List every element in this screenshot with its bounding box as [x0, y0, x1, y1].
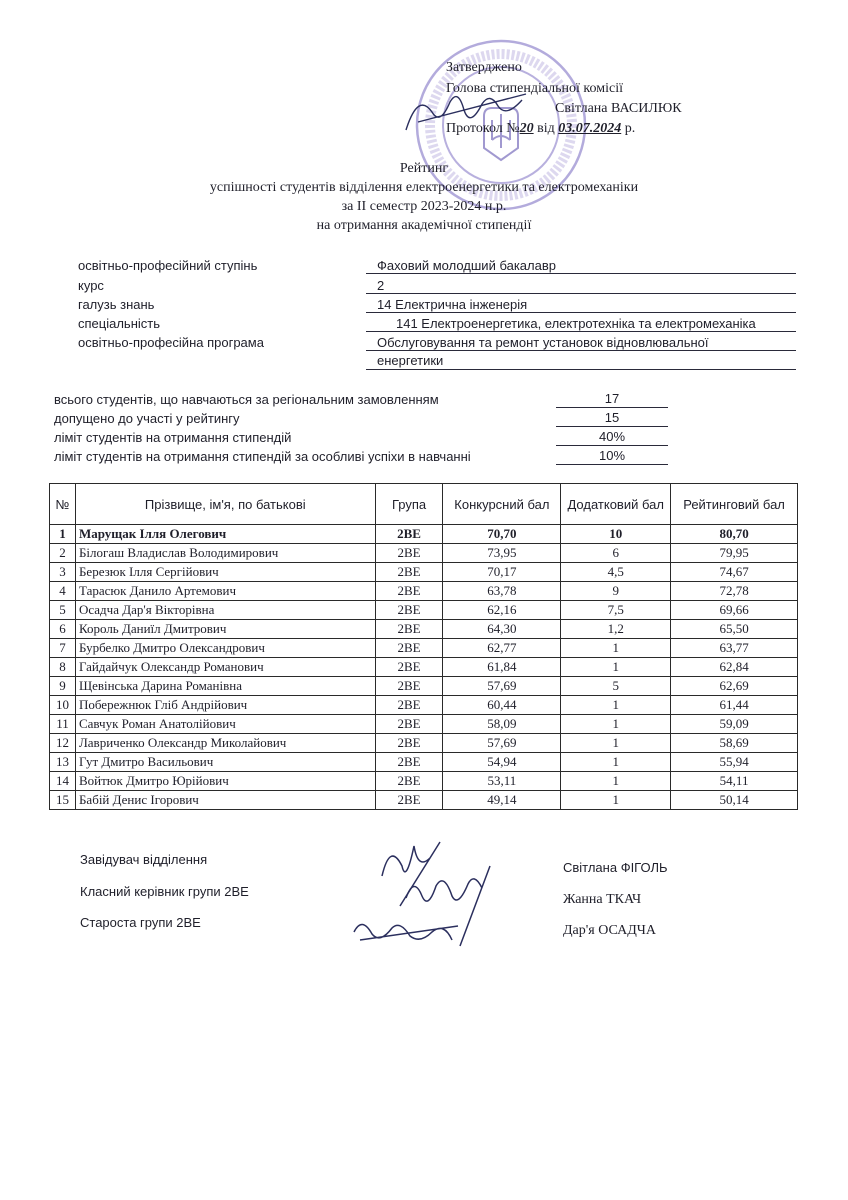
row-number: 7	[50, 639, 76, 658]
group: 2ВЕ	[375, 715, 443, 734]
additional-score: 1	[561, 734, 671, 753]
info-label: галузь знань	[78, 297, 155, 312]
rating-score: 58,69	[671, 734, 798, 753]
protocol-number: 20	[519, 121, 534, 136]
signatures-icon	[340, 836, 530, 956]
student-name: Король Даниїл Дмитрович	[75, 620, 375, 639]
protocol-suffix: р.	[624, 121, 636, 136]
student-name: Побережнюк Гліб Андрійович	[75, 696, 375, 715]
group: 2ВЕ	[375, 772, 443, 791]
info-value: 14 Електрична інженерія	[377, 297, 528, 312]
rating-score: 54,11	[671, 772, 798, 791]
row-number: 11	[50, 715, 76, 734]
table-header-row	[50, 484, 798, 525]
group: 2ВЕ	[375, 791, 443, 810]
rating-score: 79,95	[671, 544, 798, 563]
rating-score: 59,09	[671, 715, 798, 734]
student-name: Тарасюк Данило Артемович	[75, 582, 375, 601]
stat-label: ліміт студентів на отримання стипендій	[54, 430, 292, 445]
stat-label: допущено до участі у рейтингу	[54, 411, 240, 426]
stat-value: 40%	[556, 428, 668, 446]
row-number: 15	[50, 791, 76, 810]
info-label: спеціальність	[78, 316, 160, 331]
title-line-3: за ІІ семестр 2023-2024 н.р.	[341, 199, 507, 214]
table-row	[50, 582, 798, 601]
group: 2ВЕ	[375, 696, 443, 715]
title-line-2: успішності студентів відділення електроенергетики та електромеханіки	[209, 180, 639, 195]
competitive-score: 57,69	[443, 734, 561, 753]
additional-score: 1	[561, 772, 671, 791]
protocol-date: 03.07.2024	[558, 121, 622, 136]
competitive-score: 61,84	[443, 658, 561, 677]
info-value: Обслуговування та ремонт установок відновлювальної	[377, 335, 709, 350]
approval-name: Світлана ВАСИЛЮК	[555, 101, 682, 116]
info-value: 141 Електроенергетика, електротехніка та електромеханіка	[396, 316, 756, 331]
info-value: 2	[377, 278, 385, 293]
group: 2ВЕ	[375, 525, 443, 544]
row-number: 5	[50, 601, 76, 620]
competitive-score: 70,70	[443, 525, 561, 544]
row-number: 2	[50, 544, 76, 563]
table-row	[50, 677, 798, 696]
group: 2ВЕ	[375, 677, 443, 696]
table-row	[50, 544, 798, 563]
table-row	[50, 715, 798, 734]
approval-title: Затверджено	[446, 60, 522, 75]
info-label: освітньо-професійний ступінь	[78, 258, 258, 273]
signature-role: Староста групи 2ВЕ	[80, 915, 201, 930]
additional-score: 4,5	[561, 563, 671, 582]
group: 2ВЕ	[375, 582, 443, 601]
stat-label: ліміт студентів на отримання стипендій за особливі успіхи в навчанні	[54, 449, 471, 464]
student-name: Савчук Роман Анатолійович	[75, 715, 375, 734]
rating-table	[49, 483, 798, 810]
additional-score: 9	[561, 582, 671, 601]
info-value: Фаховий молодший бакалавр	[377, 258, 556, 273]
student-name: Щевінська Дарина Романівна	[75, 677, 375, 696]
info-underline	[366, 312, 796, 313]
table-row	[50, 639, 798, 658]
info-underline	[366, 293, 796, 294]
info-underline	[366, 350, 796, 351]
approval-position: Голова стипендіальної комісії	[446, 81, 623, 96]
student-name: Білогаш Владислав Володимирович	[75, 544, 375, 563]
student-name: Гайдайчук Олександр Романович	[75, 658, 375, 677]
rating-score: 62,69	[671, 677, 798, 696]
header-additional-score: Додатковий бал	[561, 484, 671, 525]
rating-score: 62,84	[671, 658, 798, 677]
competitive-score: 73,95	[443, 544, 561, 563]
row-number: 14	[50, 772, 76, 791]
header-number: №	[50, 484, 76, 525]
signature-name: Жанна ТКАЧ	[563, 892, 642, 907]
table-row	[50, 601, 798, 620]
student-name: Березюк Ілля Сергійович	[75, 563, 375, 582]
header-competitive-score: Конкурсний бал	[443, 484, 561, 525]
competitive-score: 49,14	[443, 791, 561, 810]
competitive-score: 62,16	[443, 601, 561, 620]
table-row	[50, 563, 798, 582]
row-number: 4	[50, 582, 76, 601]
table-row	[50, 620, 798, 639]
rating-score: 65,50	[671, 620, 798, 639]
header-group: Група	[375, 484, 443, 525]
competitive-score: 63,78	[443, 582, 561, 601]
stat-value: 10%	[556, 447, 668, 465]
info-underline	[366, 369, 796, 370]
student-name: Войтюк Дмитро Юрійович	[75, 772, 375, 791]
row-number: 1	[50, 525, 76, 544]
signature-role: Завідувач відділення	[80, 852, 208, 867]
student-name: Осадча Дар'я Вікторівна	[75, 601, 375, 620]
table-row	[50, 734, 798, 753]
rating-score: 74,67	[671, 563, 798, 582]
group: 2ВЕ	[375, 544, 443, 563]
student-name: Лавриченко Олександр Миколайович	[75, 734, 375, 753]
protocol-prefix: Протокол №	[446, 121, 520, 136]
group: 2ВЕ	[375, 601, 443, 620]
title-line-1: Рейтинг	[399, 161, 449, 176]
info-label: освітньо-професійна програма	[78, 335, 264, 350]
competitive-score: 57,69	[443, 677, 561, 696]
additional-score: 10	[561, 525, 671, 544]
additional-score: 6	[561, 544, 671, 563]
info-underline	[366, 331, 796, 332]
row-number: 6	[50, 620, 76, 639]
table-row	[50, 525, 798, 544]
table-row	[50, 753, 798, 772]
info-value-continued: енергетики	[377, 353, 444, 368]
table-row	[50, 696, 798, 715]
group: 2ВЕ	[375, 658, 443, 677]
signature-role: Класний керівник групи 2ВЕ	[80, 884, 249, 899]
additional-score: 5	[561, 677, 671, 696]
rating-score: 80,70	[671, 525, 798, 544]
table-row	[50, 772, 798, 791]
row-number: 8	[50, 658, 76, 677]
row-number: 9	[50, 677, 76, 696]
header-rating-score: Рейтинговий бал	[671, 484, 798, 525]
stat-label: всього студентів, що навчаються за регіональним замовленням	[54, 392, 439, 407]
competitive-score: 54,94	[443, 753, 561, 772]
rating-score: 63,77	[671, 639, 798, 658]
group: 2ВЕ	[375, 734, 443, 753]
signature-name: Дар'я ОСАДЧА	[563, 923, 657, 938]
additional-score: 7,5	[561, 601, 671, 620]
row-number: 13	[50, 753, 76, 772]
group: 2ВЕ	[375, 620, 443, 639]
additional-score: 1	[561, 715, 671, 734]
competitive-score: 70,17	[443, 563, 561, 582]
additional-score: 1	[561, 753, 671, 772]
title-line-4: на отримання академічної стипендії	[316, 218, 532, 233]
competitive-score: 58,09	[443, 715, 561, 734]
additional-score: 1	[561, 791, 671, 810]
competitive-score: 60,44	[443, 696, 561, 715]
group: 2ВЕ	[375, 639, 443, 658]
protocol-from: від	[537, 121, 555, 136]
info-underline	[366, 273, 796, 274]
rating-score: 69,66	[671, 601, 798, 620]
table-row	[50, 658, 798, 677]
rating-score: 50,14	[671, 791, 798, 810]
signature-name: Світлана ФІГОЛЬ	[563, 860, 668, 875]
additional-score: 1	[561, 658, 671, 677]
group: 2ВЕ	[375, 563, 443, 582]
rating-score: 61,44	[671, 696, 798, 715]
header-full-name: Прізвище, ім'я, по батькові	[75, 484, 375, 525]
row-number: 12	[50, 734, 76, 753]
approval-protocol	[446, 120, 635, 137]
student-name: Гут Дмитро Васильович	[75, 753, 375, 772]
row-number: 10	[50, 696, 76, 715]
competitive-score: 53,11	[443, 772, 561, 791]
stat-value: 15	[556, 409, 668, 427]
student-name: Бабій Денис Ігорович	[75, 791, 375, 810]
table-row	[50, 791, 798, 810]
additional-score: 1,2	[561, 620, 671, 639]
rating-score: 72,78	[671, 582, 798, 601]
competitive-score: 62,77	[443, 639, 561, 658]
row-number: 3	[50, 563, 76, 582]
group: 2ВЕ	[375, 753, 443, 772]
competitive-score: 64,30	[443, 620, 561, 639]
info-label: курс	[78, 278, 104, 293]
stat-value: 17	[556, 390, 668, 408]
additional-score: 1	[561, 639, 671, 658]
student-name: Бурбелко Дмитро Олександрович	[75, 639, 375, 658]
additional-score: 1	[561, 696, 671, 715]
rating-score: 55,94	[671, 753, 798, 772]
student-name: Марущак Ілля Олегович	[75, 525, 375, 544]
